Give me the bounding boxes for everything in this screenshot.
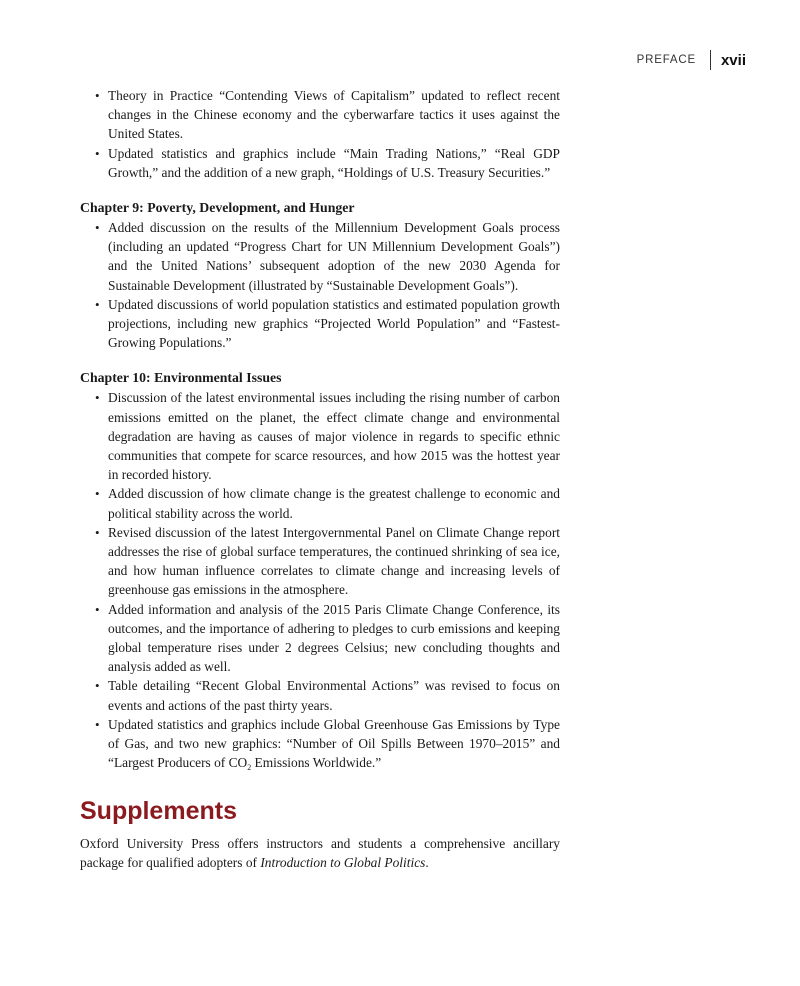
chapter-9-list [80, 218, 560, 352]
chapter8-continued-list [80, 86, 560, 182]
running-head-label: PREFACE [636, 54, 696, 66]
list-item: • Added discussion of how climate change is the greatest challenge to economic and political stability across the world. [80, 484, 560, 522]
paragraph-text: Oxford University Press offers instructors and students a comprehensive ancillary package for qualified adopters of [80, 835, 560, 870]
list-item: • Added discussion on the results of the Millennium Development Goals process (including an updated “Progress Chart for UN Millennium Development Goals”) and the United Nations’ subsequent adoption of the new 2030 Agenda for Sustainable Development (illustrated by “Sustainable Development Goals”). [80, 218, 560, 295]
list-item: • Added information and analysis of the 2015 Paris Climate Change Conference, its outcomes, and the importance of adhering to pledges to curb emissions and keeping global temperature rises under 2 degrees Celsius; new concluding thoughts and analysis added as well. [80, 600, 560, 677]
running-head-divider [710, 50, 711, 70]
list-item: • Updated statistics and graphics include “Main Trading Nations,” “Real GDP Growth,” and the addition of a new graph, “Holdings of U.S. Treasury Securities.” [80, 144, 560, 182]
list-item: • Theory in Practice “Contending Views of Capitalism” updated to reflect recent changes in the Chinese economy and the cyberwarfare tactics it uses against the United States. [80, 86, 560, 144]
supplements-paragraph [80, 834, 560, 872]
list-item: • Table detailing “Recent Global Environmental Actions” was revised to focus on events and actions of the past thirty years. [80, 676, 560, 714]
paragraph-end: . [425, 854, 429, 870]
chapter-9-heading: Chapter 9: Poverty, Development, and Hunger [80, 200, 355, 216]
supplements-heading: Supplements [80, 796, 237, 825]
list-item-text: Updated statistics and graphics include Global Greenhouse Gas Emissions by Type of Gas, and two new graphics: “Number of Oil Spills Between 1970–2015” and “Largest Producers of CO [108, 716, 560, 771]
book-title: Introduction to Global Politics [260, 854, 426, 870]
list-item [80, 715, 560, 778]
running-head [637, 50, 746, 70]
list-item-text-end: Emissions Worldwide.” [251, 755, 382, 771]
list-item: • Discussion of the latest environmental issues including the rising number of carbon emissions emitted on the planet, the effect climate change and environmental degradation are having as causes of major violence in regards to specific ethnic communities that compete for scarce resources, and how 2015 was the hottest year in recorded history. [80, 388, 560, 484]
subscript: 2 [247, 763, 252, 773]
list-item: • Updated discussions of world population statistics and estimated population growth projections, including new graphics “Projected World Population” and “Fastest-Growing Populations.” [80, 295, 560, 353]
page-body [80, 86, 560, 872]
chapter-10-list [80, 388, 560, 777]
page-number: xvii [720, 51, 746, 69]
chapter-10-heading: Chapter 10: Environmental Issues [80, 370, 282, 386]
list-item: • Revised discussion of the latest Intergovernmental Panel on Climate Change report addresses the rise of global surface temperatures, the continued shrinking of sea ice, and how human influence correlates to climate change and increasing levels of greenhouse gas emissions in the atmosphere. [80, 523, 560, 600]
